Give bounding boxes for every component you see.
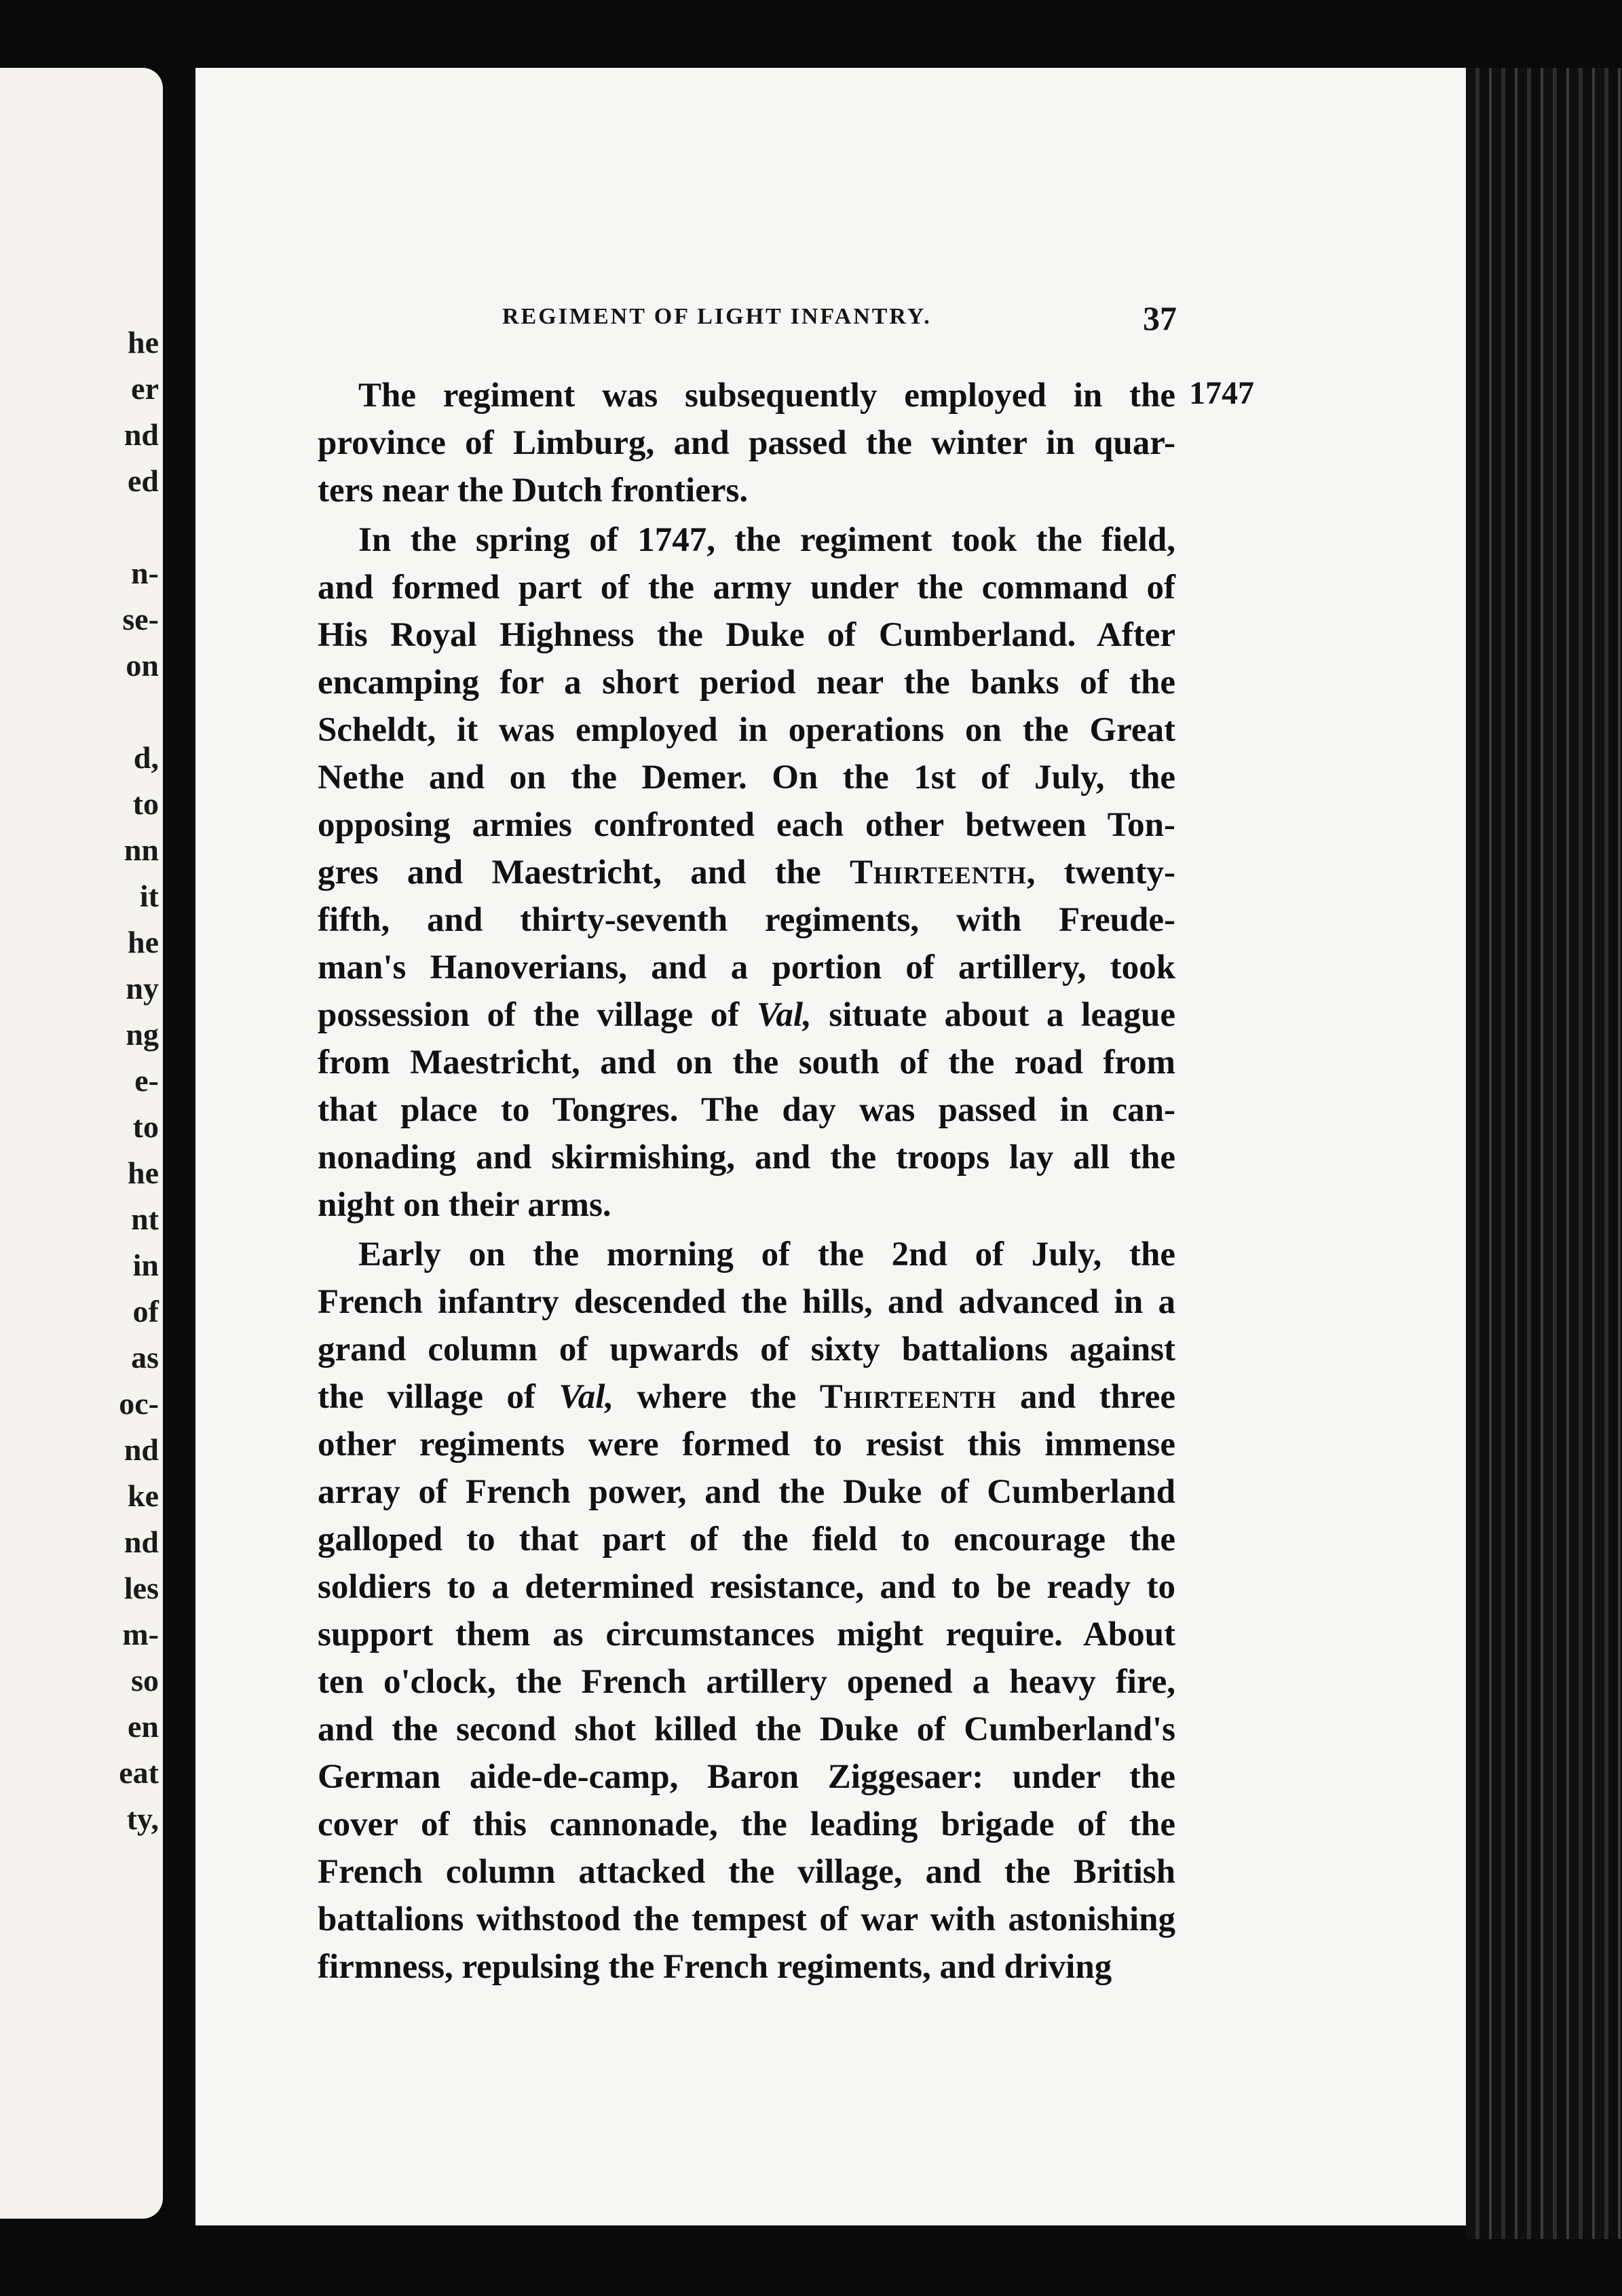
left-page-edge bbox=[0, 68, 163, 2219]
text-line: galloped to that part of the field to encourage the bbox=[318, 1520, 1175, 1558]
left-page-fragment: n- bbox=[131, 556, 159, 590]
running-head: REGIMENT OF LIGHT INFANTRY. bbox=[502, 304, 932, 329]
text-line: support them as circumstances might require. About bbox=[318, 1615, 1175, 1653]
text-line: French infantry descended the hills, and advanced in a bbox=[318, 1283, 1175, 1321]
body-text bbox=[318, 372, 1175, 1991]
left-page-fragment: nd bbox=[124, 417, 159, 452]
left-page-fragment: oc- bbox=[119, 1386, 159, 1421]
left-page-fragment: to bbox=[132, 1109, 159, 1144]
text-line: the village of Val, where the Thirteenth and three bbox=[318, 1378, 1175, 1416]
text-line: French column attacked the village, and the British bbox=[318, 1853, 1175, 1891]
text-line: The regiment was subsequently employed in the bbox=[358, 377, 1175, 415]
left-page-fragment: les bbox=[124, 1571, 159, 1605]
page-number: 37 bbox=[1143, 299, 1177, 337]
left-page-fragment: to bbox=[132, 786, 159, 821]
left-page-fragment: d, bbox=[133, 740, 159, 775]
text-line: Early on the morning of the 2nd of July, the bbox=[358, 1236, 1175, 1274]
text-line: encamping for a short period near the banks of the bbox=[318, 664, 1175, 702]
left-page-fragment: ke bbox=[128, 1478, 159, 1513]
text-line: ten o'clock, the French artillery opened a heavy fire, bbox=[318, 1663, 1175, 1701]
margin-year-note: 1747 bbox=[1189, 375, 1254, 411]
left-page-fragment: of bbox=[132, 1294, 159, 1328]
left-page-fragment: e- bbox=[134, 1063, 159, 1098]
book-spine bbox=[1466, 68, 1622, 2239]
text-line: Scheldt, it was employed in operations on the Great bbox=[318, 711, 1175, 749]
text-line: night on their arms. bbox=[318, 1186, 611, 1224]
text-line: fifth, and thirty-seventh regiments, with Freude- bbox=[318, 901, 1175, 939]
left-page-fragment: he bbox=[128, 925, 159, 959]
left-page-fragment: nd bbox=[124, 1525, 159, 1559]
left-page-fragment: as bbox=[131, 1340, 159, 1375]
text-line: opposing armies confronted each other between Ton- bbox=[318, 806, 1175, 844]
text-line: and formed part of the army under the command of bbox=[318, 569, 1175, 607]
left-page-fragment: en bbox=[128, 1709, 159, 1744]
left-page-fragment: nt bbox=[131, 1202, 159, 1236]
text-line: possession of the village of Val, situate about a league bbox=[318, 996, 1175, 1034]
text-line: array of French power, and the Duke of Cumberland bbox=[318, 1473, 1175, 1511]
left-page-fragment: on bbox=[126, 648, 159, 683]
left-page-fragment: ed bbox=[128, 463, 159, 498]
left-page-fragment: m- bbox=[122, 1617, 159, 1651]
left-page-fragment: it bbox=[139, 879, 159, 913]
text-line: and the second shot killed the Duke of Cumberland's bbox=[318, 1710, 1175, 1748]
text-line: cover of this cannonade, the leading brigade of the bbox=[318, 1805, 1175, 1843]
text-line: that place to Tongres. The day was passed in can- bbox=[318, 1091, 1175, 1129]
left-page-fragment: he bbox=[128, 325, 159, 360]
left-page-fragment: nn bbox=[124, 833, 159, 867]
left-page-fragment: ty, bbox=[126, 1801, 159, 1836]
left-page-fragment: se- bbox=[122, 602, 159, 636]
text-line: German aide-de-camp, Baron Ziggesaer: under the bbox=[318, 1758, 1175, 1796]
text-line: other regiments were formed to resist this immense bbox=[318, 1426, 1175, 1463]
text-line: grand column of upwards of sixty battalions against bbox=[318, 1331, 1175, 1369]
text-line: gres and Maestricht, and the Thirteenth, twenty- bbox=[318, 854, 1176, 892]
text-line: His Royal Highness the Duke of Cumberland. After bbox=[318, 616, 1175, 654]
text-line: firmness, repulsing the French regiments, and driving bbox=[318, 1948, 1112, 1986]
left-page-fragment: ny bbox=[126, 971, 159, 1006]
left-page-fragment: so bbox=[131, 1663, 159, 1698]
text-line: Nethe and on the Demer. On the 1st of July, the bbox=[318, 759, 1175, 797]
text-line: man's Hanoverians, and a portion of artillery, took bbox=[318, 949, 1175, 987]
left-page-fragment: er bbox=[131, 371, 159, 406]
text-line: ters near the Dutch frontiers. bbox=[318, 472, 749, 510]
text-line: In the spring of 1747, the regiment took the field, bbox=[358, 521, 1175, 559]
text-line: soldiers to a determined resistance, and to be ready to bbox=[318, 1568, 1175, 1606]
left-page-fragment: in bbox=[132, 1248, 159, 1282]
text-line: province of Limburg, and passed the winter in quar- bbox=[318, 424, 1175, 462]
text-line: from Maestricht, and on the south of the road from bbox=[318, 1044, 1175, 1082]
text-line: nonading and skirmishing, and the troops lay all the bbox=[318, 1139, 1175, 1176]
text-line: battalions withstood the tempest of war with astonishing bbox=[318, 1900, 1175, 1938]
left-page-fragment: he bbox=[128, 1155, 159, 1190]
left-page-fragment: eat bbox=[119, 1755, 159, 1790]
left-page-fragment: ng bbox=[126, 1017, 159, 1052]
left-page-fragment: nd bbox=[124, 1432, 159, 1467]
